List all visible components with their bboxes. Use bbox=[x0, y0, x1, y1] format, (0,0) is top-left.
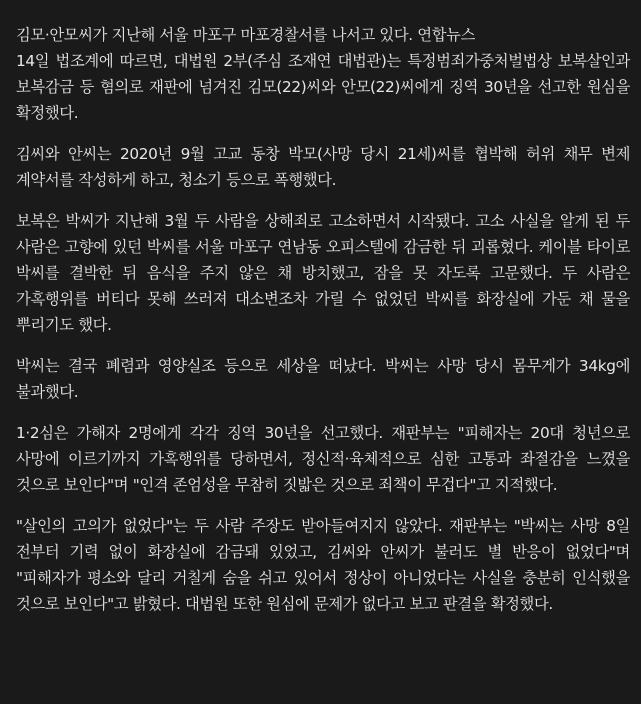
article-paragraph-2: 김씨와 안씨는 2020년 9월 고교 동창 박모(사망 당시 21세)씨를 협박해 허위 채무 변제 계약서를 작성하게 하고, 청소기 등으로 폭행했다. bbox=[16, 145, 630, 189]
photo-caption: 김모·안모씨가 지난해 서울 마포구 마포경찰서를 나서고 있다. 연합뉴스 bbox=[16, 26, 475, 44]
article-paragraph-4: 박씨는 결국 폐렴과 영양실조 등으로 세상을 떠났다. 박씨는 사망 당시 몸무게가 34kg에 불과했다. bbox=[16, 357, 630, 401]
article-paragraph-5: 1·2심은 가해자 2명에게 각각 징역 30년을 선고했다. 재판부는 "피해자는 20대 청년으로 사망에 이르기까지 가혹행위를 당하면서, 정신적·육체적으로 심한 고통과 좌절감을 느꼈을 것으로 보인다"며 "인격 존엄성을 무참히 짓밟은 것으로 죄책이 무겁다"고 지적했다. bbox=[16, 424, 630, 494]
article-body bbox=[16, 22, 630, 617]
article-paragraph-3: 보복은 박씨가 지난해 3월 두 사람을 상해죄로 고소하면서 시작됐다. 고소 사실을 알게 된 두 사람은 고향에 있던 박씨를 서울 마포구 연남동 오피스텔에 감금한 뒤 괴롭혔다. 케이블 타이로 박씨를 결박한 뒤 음식을 주지 않은 채 방치했고, 잠을 못 자도록 고문했다. 두 사람은 가혹행위를 버티다 못해 쓰러져 대소변조차 가릴 수 없었던 박씨를 화장실에 가둔 채 물을 뿌리기도 했다. bbox=[16, 212, 630, 334]
article-paragraph-6: "살인의 고의가 없었다"는 두 사람 주장도 받아들여지지 않았다. 재판부는 "박씨는 사망 8일 전부터 기력 없이 화장실에 감금돼 있었고, 김씨와 안씨가 불러도 별 반응이 없었다"며 "피해자가 평소와 달리 거칠게 숨을 쉬고 있어서 정상이 아니었다는 사실을 충분히 인식했을 것으로 보인다"고 밝혔다. 대법원 또한 원심에 문제가 없다고 보고 판결을 확정했다. bbox=[16, 517, 630, 613]
article-paragraph-1: 14일 법조계에 따르면, 대법원 2부(주심 조재연 대법관)는 특정범죄가중처벌법상 보복살인과 보복감금 등 혐의로 재판에 넘겨진 김모(22)씨와 안모(22)씨에게 징역 30년을 선고한 원심을 확정했다. bbox=[16, 52, 630, 122]
